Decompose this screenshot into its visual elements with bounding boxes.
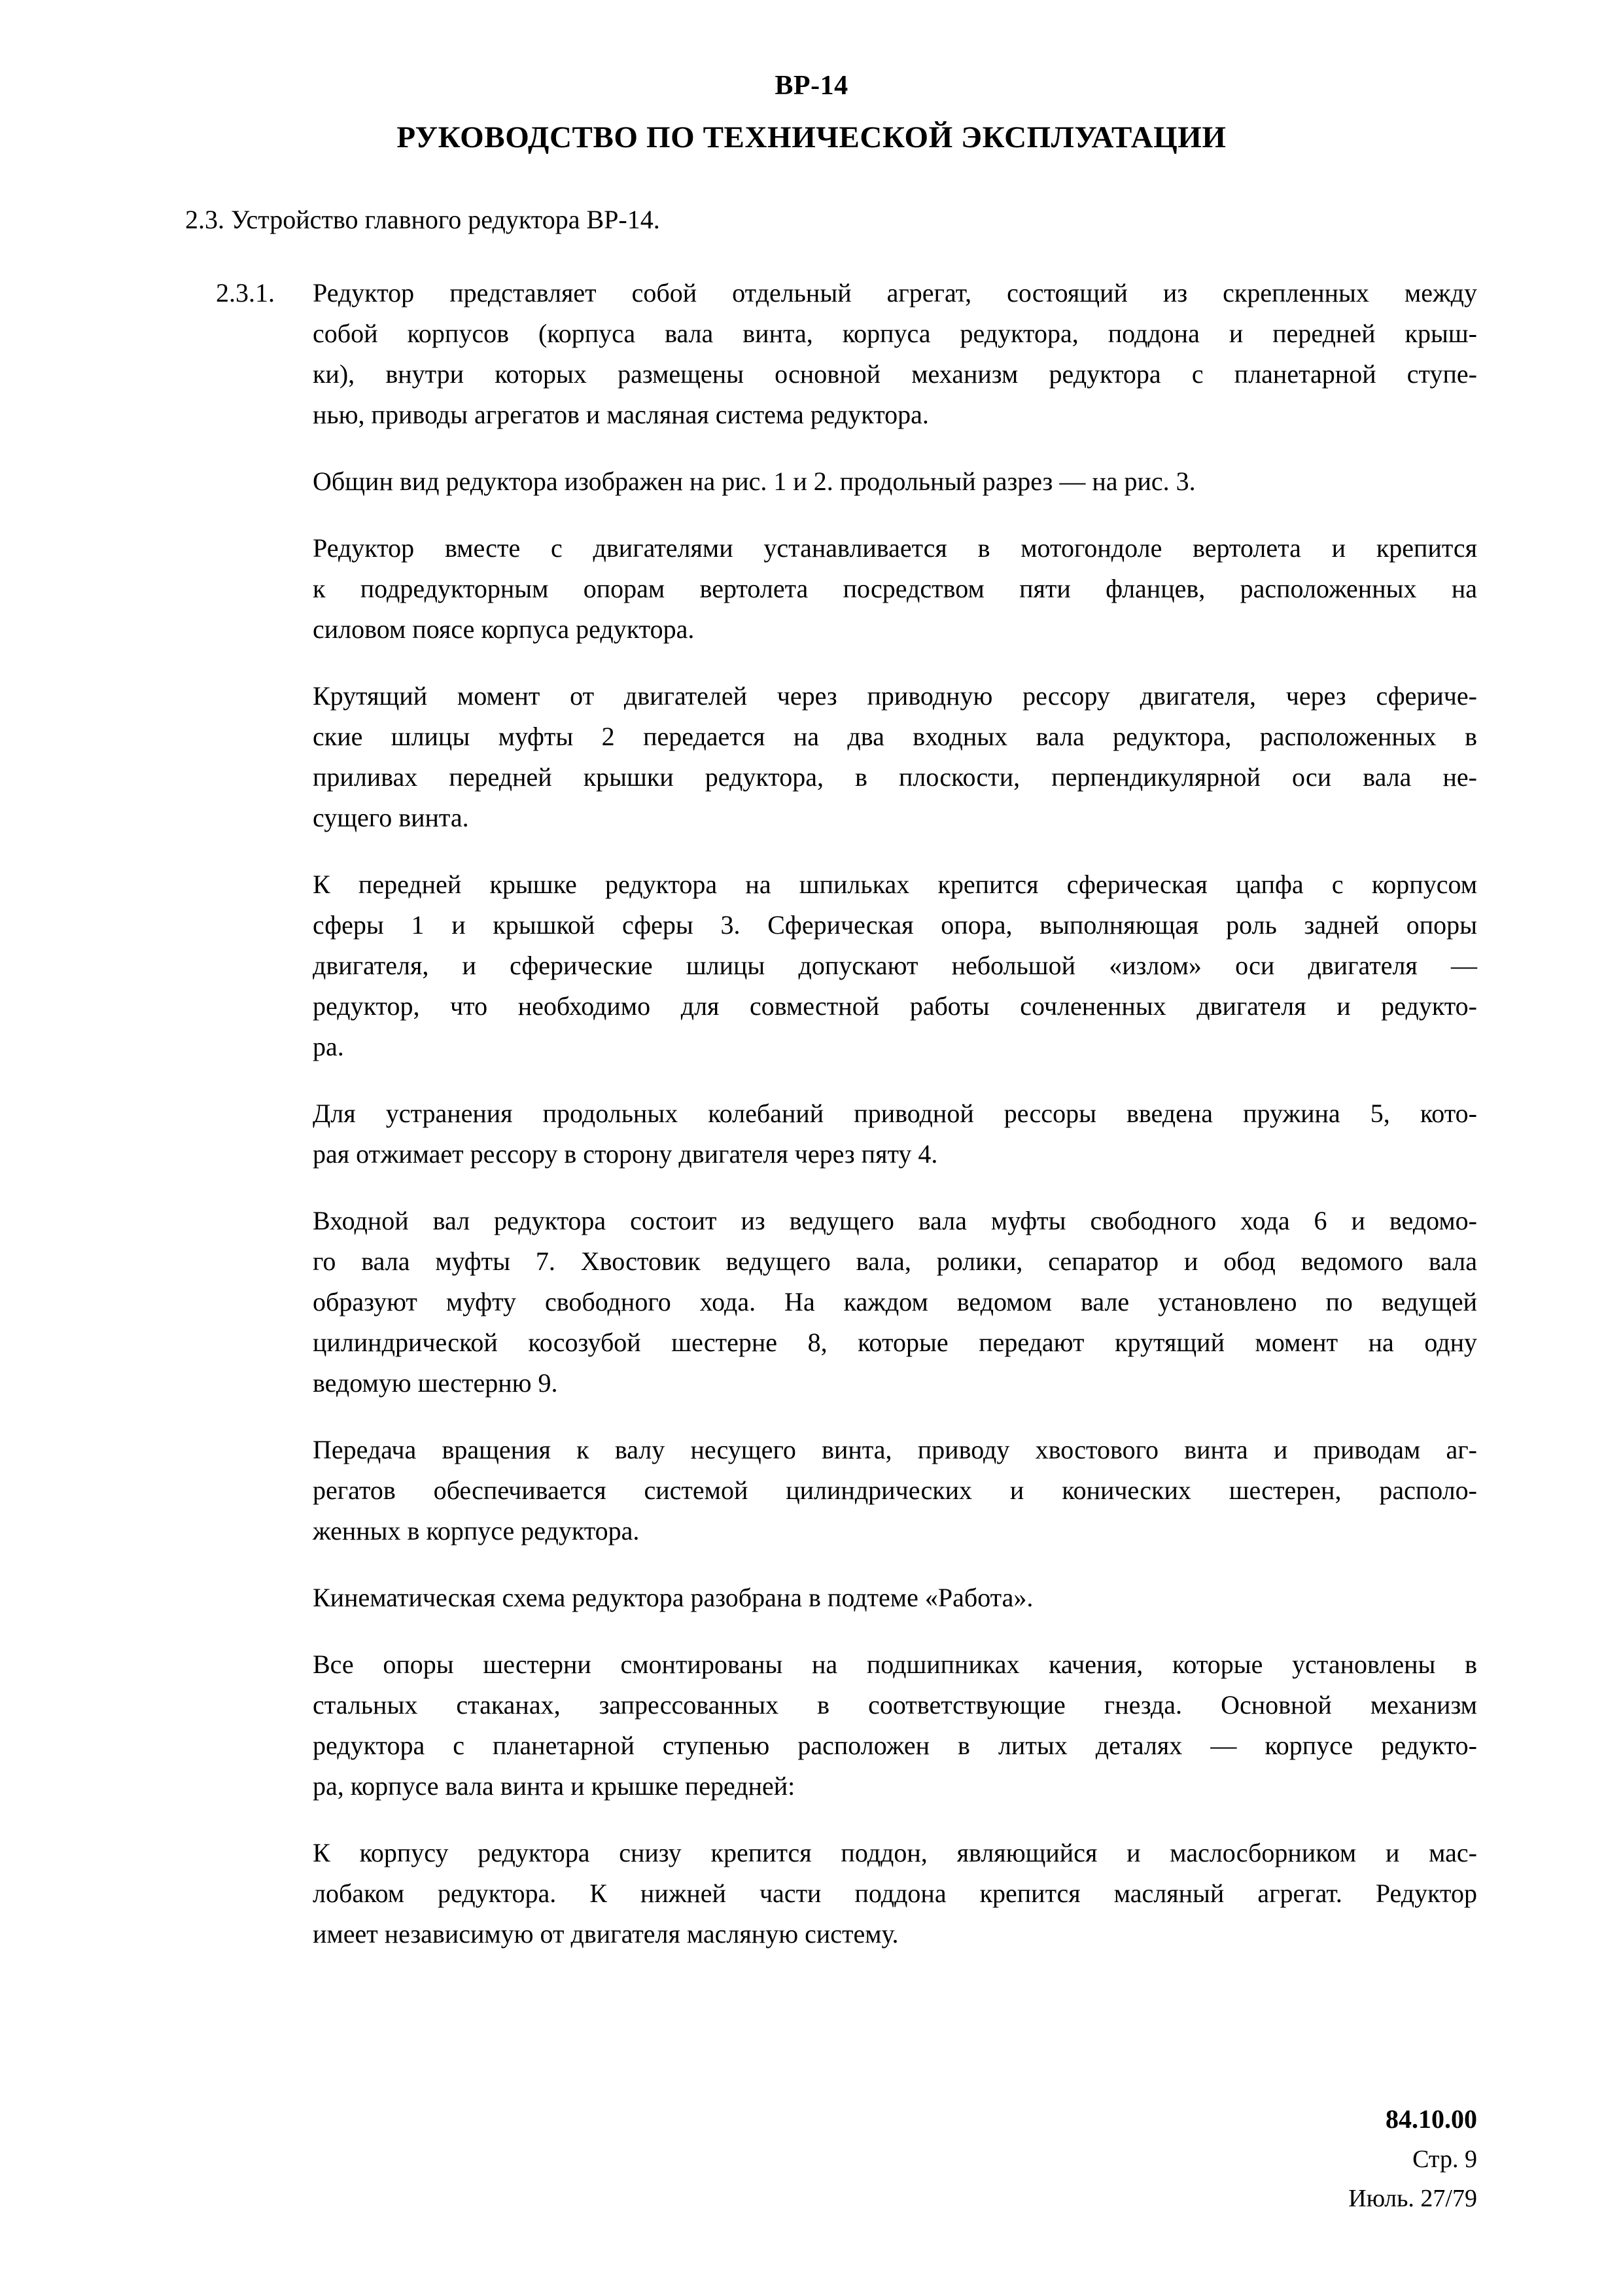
- paragraph-line: К передней крышке редуктора на шпильках крепится сферическая цапфа с корпусом: [313, 870, 1477, 899]
- paragraph-line: лобаком редуктора. К нижней части поддона крепится масляный агрегат. Редуктор: [313, 1879, 1477, 1908]
- paragraph-line: женных в корпусе редуктора.: [313, 1516, 640, 1545]
- paragraph-line: цилиндрической косозубой шестерне 8, которые передают крутящий момент на одну: [313, 1328, 1477, 1357]
- paragraph-line: рая отжимает рессору в сторону двигателя через пяту 4.: [313, 1139, 938, 1169]
- paragraph-line: Крутящий момент от двигателей через приводную рессору двигателя, через сфериче-: [313, 681, 1477, 711]
- document-header: [0, 72, 1623, 153]
- section-heading: 2.3. Устройство главного редуктора ВР-14.: [185, 205, 660, 234]
- paragraph-line: сферы 1 и крышкой сферы 3. Сферическая опора, выполняющая роль задней опоры: [313, 910, 1477, 940]
- paragraph: [313, 528, 1477, 650]
- paragraph-line: Передача вращения к валу несущего винта, приводу хвостового винта и приводам аг-: [313, 1435, 1477, 1464]
- paragraph: [313, 864, 1477, 1067]
- paragraph-line: редуктора с планетарной ступенью расположен в литых деталях — корпусе редукто-: [313, 1731, 1477, 1760]
- paragraph-line: регатов обеспечивается системой цилиндрических и конических шестерен, располо-: [313, 1475, 1477, 1505]
- paragraph-line: Входной вал редуктора состоит из ведущего вала муфты свободного хода 6 и ведомо-: [313, 1206, 1477, 1235]
- paragraph-line: ра, корпусе вала винта и крышке передней:: [313, 1771, 795, 1801]
- paragraph-line: Общин вид редуктора изображен на рис. 1 и 2. продольный разрез — на рис. 3.: [313, 467, 1196, 496]
- footer-page-number: Стр. 9: [1412, 2146, 1477, 2173]
- paragraph-line: К корпусу редуктора снизу крепится поддон, являющийся и маслосборником и мас-: [313, 1838, 1477, 1867]
- paragraph: [313, 1093, 1477, 1174]
- paragraph-line: сущего винта.: [313, 803, 469, 832]
- paragraph-line: Редуктор вместе с двигателями устанавливается в мотогондоле вертолета и крепится: [313, 533, 1477, 563]
- paragraph-line: образуют муфту свободного хода. На каждом ведомом вале установлено по ведущей: [313, 1287, 1477, 1316]
- paragraph: [313, 676, 1477, 838]
- paragraph-line: стальных стаканах, запрессованных в соответствующие гнезда. Основной механизм: [313, 1690, 1477, 1720]
- paragraph: [313, 1578, 1477, 1618]
- paragraph-line: силовом поясе корпуса редуктора.: [313, 614, 695, 644]
- paragraph-line: ки), внутри которых размещены основной механизм редуктора с планетарной ступе-: [313, 359, 1477, 389]
- page-footer: [1348, 2106, 1477, 2211]
- paragraph-line: Для устранения продольных колебаний приводной рессоры введена пружина 5, кото-: [313, 1099, 1477, 1128]
- paragraph-line: ра.: [313, 1032, 344, 1061]
- document-main-title: РУКОВОДСТВО ПО ТЕХНИЧЕСКОЙ ЭКСПЛУАТАЦИИ: [396, 120, 1227, 154]
- paragraph: [313, 1201, 1477, 1404]
- paragraph-line: Кинематическая схема редуктора разобрана в подтеме «Работа».: [313, 1583, 1034, 1612]
- paragraph: [313, 1644, 1477, 1807]
- paragraph: [313, 273, 1477, 435]
- paragraph-line: Редуктор представляет собой отдельный агрегат, состоящий из скрепленных между: [313, 278, 1477, 308]
- paragraph: [313, 1833, 1477, 1954]
- paragraph-line: собой корпусов (корпуса вала винта, корпуса редуктора, поддона и передней крыш-: [313, 319, 1477, 348]
- footer-document-code: 84.10.00: [1386, 2104, 1477, 2134]
- paragraph-line: Все опоры шестерни смонтированы на подшипниках качения, которые установлены в: [313, 1650, 1477, 1679]
- paragraph-line: ведомую шестерню 9.: [313, 1368, 558, 1398]
- paragraph-line: го вала муфты 7. Хвостовик ведущего вала, ролики, сепаратор и обод ведомого вала: [313, 1246, 1477, 1276]
- paragraph-line: имеет независимую от двигателя масляную систему.: [313, 1919, 899, 1949]
- document-code-title: ВР-14: [775, 71, 848, 101]
- paragraph-line: двигателя, и сферические шлицы допускают небольшой «излом» оси двигателя —: [313, 951, 1477, 980]
- paragraph-line: редуктор, что необходимо для совместной работы сочлененных двигателя и редукто-: [313, 991, 1477, 1021]
- paragraph-line: ские шлицы муфты 2 передается на два входных вала редуктора, расположенных в: [313, 722, 1477, 751]
- clause-number: 2.3.1.: [216, 278, 275, 308]
- body-text-block: [313, 273, 1477, 1954]
- paragraph-line: приливах передней крышки редуктора, в плоскости, перпендикулярной оси вала не-: [313, 762, 1477, 792]
- footer-date: Июль. 27/79: [1348, 2185, 1477, 2212]
- paragraph: [313, 461, 1477, 502]
- paragraph-line: к подредукторным опорам вертолета посредством пяти фланцев, расположенных на: [313, 574, 1477, 603]
- paragraph-line: нью, приводы агрегатов и масляная система редуктора.: [313, 400, 929, 429]
- paragraph: [313, 1430, 1477, 1551]
